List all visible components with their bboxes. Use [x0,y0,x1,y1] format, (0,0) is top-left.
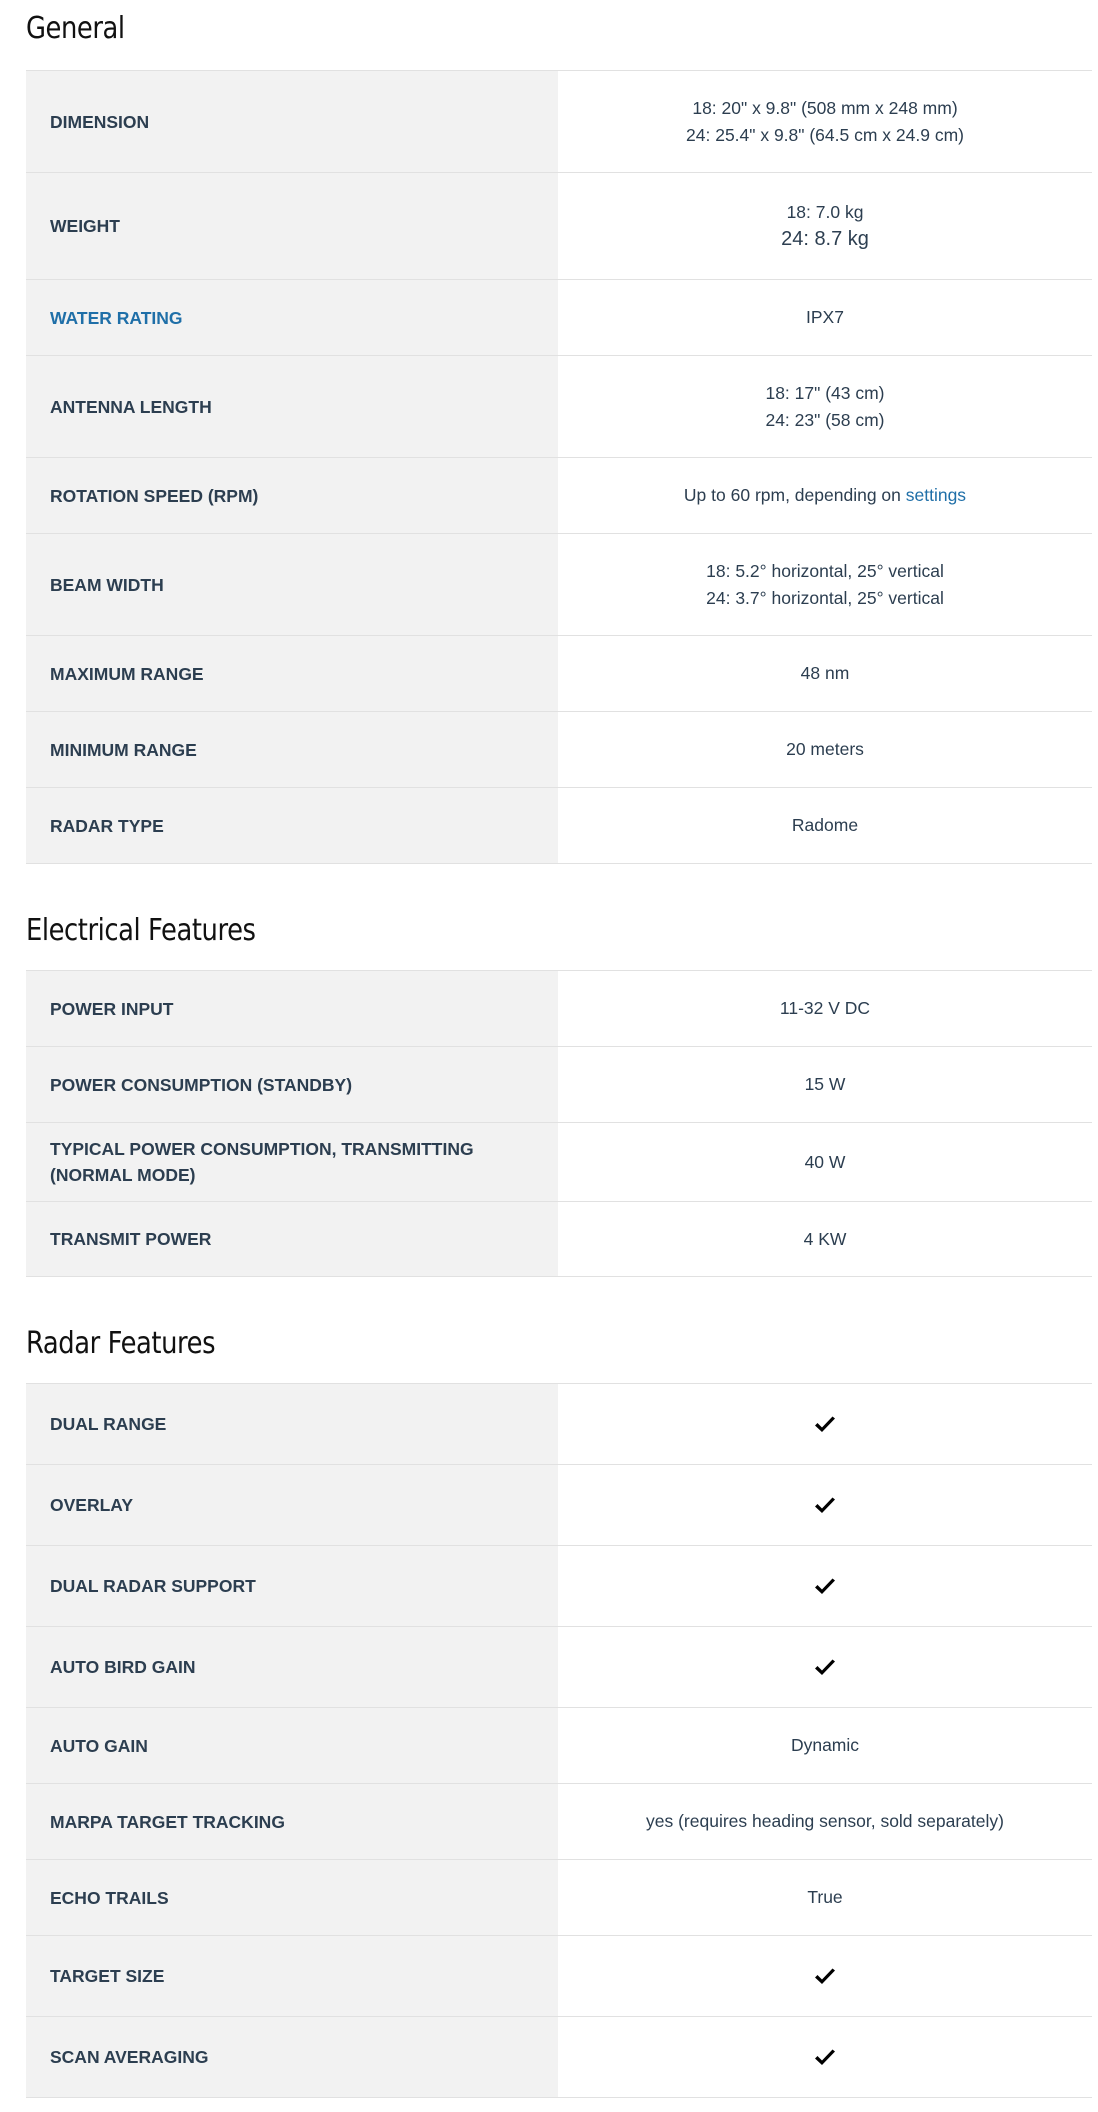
table-row [26,1627,1092,1708]
spec-label-auto-bird-gain: AUTO BIRD GAIN [26,1627,558,1708]
spec-value-dimension [558,71,1092,173]
section-title-radar: Radar Features [26,1325,216,1361]
table-row [26,1384,1092,1465]
spec-value-echo-trails: True [558,1860,1092,1936]
spec-label-overlay: OVERLAY [26,1465,558,1546]
spec-value-target-size [558,1936,1092,2017]
checkmark-icon [814,1659,836,1677]
section-header-radar [26,1321,1098,1365]
spec-value-text: Up to 60 rpm, depending on [683,485,906,505]
spec-value-power-input: 11-32 V DC [558,971,1092,1047]
spec-value-water-rating: IPX7 [558,280,1092,356]
spec-value-overlay [558,1465,1092,1546]
spec-value-line: 18: 5.2° horizontal, 25° vertical [706,560,944,581]
checkmark-icon [814,2049,836,2067]
spec-label-maximum-range: MAXIMUM RANGE [26,636,558,712]
table-row [26,712,1092,788]
spec-value-line: 24: 3.7° horizontal, 25° vertical [706,587,944,608]
spec-label-radar-type: RADAR TYPE [26,788,558,864]
table-row [26,1708,1092,1784]
spec-label-target-size: TARGET SIZE [26,1936,558,2017]
table-row [26,458,1092,534]
section-title-general: General [26,10,125,46]
spec-value-minimum-range: 20 meters [558,712,1092,788]
spec-value-dual-radar-support [558,1546,1092,1627]
spec-value-line: 18: 20" x 9.8" (508 mm x 248 mm) [692,97,958,118]
spec-value-auto-bird-gain [558,1627,1092,1708]
spec-value-beam-width [558,534,1092,636]
spec-label-echo-trails: ECHO TRAILS [26,1860,558,1936]
checkmark-icon [814,1497,836,1515]
spec-value-line: 18: 17" (43 cm) [765,382,885,403]
spec-value-rotation-speed [558,458,1092,534]
table-row [26,173,1092,280]
spec-value-line: 18: 7.0 kg [786,202,864,222]
table-row [26,2017,1092,2098]
table-row [26,1202,1092,1277]
table-row [26,1936,1092,2017]
checkmark-icon [814,1578,836,1596]
spec-label-power-standby: POWER CONSUMPTION (STANDBY) [26,1047,558,1123]
spec-value-power-standby: 15 W [558,1047,1092,1123]
table-row [26,788,1092,864]
spec-label-auto-gain: AUTO GAIN [26,1708,558,1784]
spec-value-antenna-length [558,356,1092,458]
settings-link[interactable]: settings [905,485,967,505]
table-row [26,971,1092,1047]
spec-label-antenna-length: ANTENNA LENGTH [26,356,558,458]
table-row [26,356,1092,458]
spec-value-line: 24: 25.4" x 9.8" (64.5 cm x 24.9 cm) [686,124,964,145]
spec-value-dual-range [558,1384,1092,1465]
spec-label-rotation-speed: ROTATION SPEED (RPM) [26,458,558,534]
spec-label-dual-radar-support: DUAL RADAR SUPPORT [26,1546,558,1627]
table-row [26,71,1092,173]
spec-label-scan-averaging: SCAN AVERAGING [26,2017,558,2098]
checkmark-icon [814,1416,836,1434]
spec-value-radar-type: Radome [558,788,1092,864]
table-row [26,1047,1092,1123]
spec-label-marpa: MARPA TARGET TRACKING [26,1784,558,1860]
spec-label-transmit-power: TRANSMIT POWER [26,1202,558,1277]
table-row [26,1860,1092,1936]
section-header-electrical [26,908,1098,952]
spec-label-beam-width: BEAM WIDTH [26,534,558,636]
spec-value-auto-gain: Dynamic [558,1708,1092,1784]
table-row [26,280,1092,356]
spec-label-dimension: DIMENSION [26,71,558,173]
spec-value-transmit-power: 4 KW [558,1202,1092,1277]
spec-label-power-transmitting: TYPICAL POWER CONSUMPTION, TRANSMITTING (NORMAL MODE) [26,1123,558,1202]
checkmark-icon [814,1968,836,1986]
table-row [26,1546,1092,1627]
spec-value-weight [558,173,1092,280]
spec-label-power-input: POWER INPUT [26,971,558,1047]
spec-label-minimum-range: MINIMUM RANGE [26,712,558,788]
table-row [26,1465,1092,1546]
electrical-spec-table [26,970,1092,1277]
table-row [26,1123,1092,1202]
radar-spec-table [26,1383,1092,2098]
spec-value-power-transmitting: 40 W [558,1123,1092,1202]
spec-value-marpa: yes (requires heading sensor, sold separately) [558,1784,1092,1860]
general-spec-table [26,70,1092,864]
spec-value-scan-averaging [558,2017,1092,2098]
spec-label-dual-range: DUAL RANGE [26,1384,558,1465]
section-header-general [26,0,1098,56]
table-row [26,534,1092,636]
spec-value-maximum-range: 48 nm [558,636,1092,712]
spec-value-line: 24: 23" (58 cm) [765,409,885,430]
section-title-electrical: Electrical Features [26,912,256,948]
table-row [26,1784,1092,1860]
spec-value-line: 24: 8.7 kg [781,228,869,250]
spec-label-weight: WEIGHT [26,173,558,280]
spec-label-water-rating-link[interactable]: WATER RATING [26,280,558,356]
table-row [26,636,1092,712]
